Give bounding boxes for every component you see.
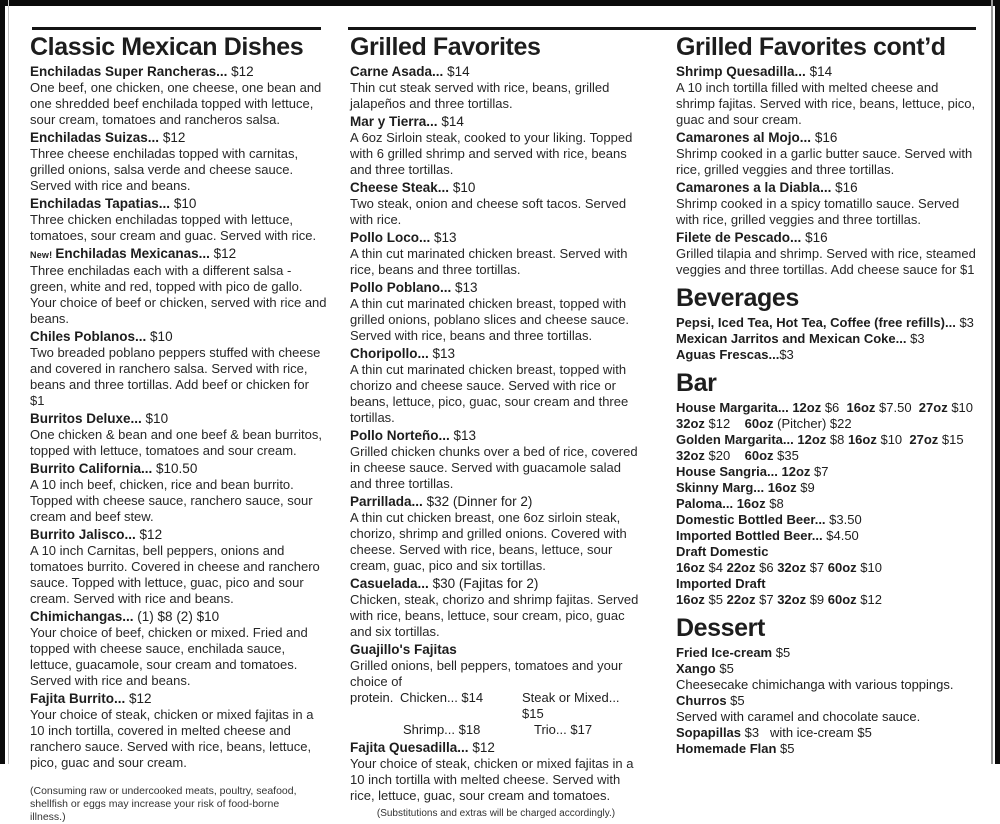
- item-name: Pollo Poblano...: [350, 280, 452, 295]
- item-name: Parrillada...: [350, 494, 423, 509]
- item-description: A 10 inch beef, chicken, rice and bean burrito. Topped with cheese sauce, ranchero sauce, sour cream and beef stew.: [30, 477, 313, 524]
- text-line: [676, 693, 978, 709]
- regular-text: $15: [941, 432, 964, 447]
- regular-text: $4.50: [826, 528, 859, 543]
- bold-text: Imported Bottled Beer...: [676, 528, 827, 543]
- text-line: [676, 645, 978, 661]
- bold-text: Sopapillas: [676, 725, 745, 740]
- item-price: $12: [129, 691, 152, 706]
- bold-text: 16oz: [846, 400, 880, 415]
- regular-text: $8: [769, 496, 784, 511]
- text-line: [676, 496, 978, 512]
- page-edge-line-right: [991, 0, 993, 764]
- item-description: Grilled onions, bell peppers, tomatoes and your choice of: [350, 658, 623, 689]
- item-price: $14: [441, 114, 464, 129]
- text-line: [676, 592, 978, 608]
- regular-text: $5: [857, 725, 872, 740]
- item-name: Camarones a la Diabla...: [676, 180, 832, 195]
- regular-text: $3: [910, 331, 925, 346]
- item-description: A 10 inch tortilla filled with melted cheese and shrimp fajitas. Served with rice, beans, lettuce, pico, guac and sour cream.: [676, 80, 976, 127]
- section-heading: Grilled Favorites cont’d: [676, 33, 946, 61]
- bold-text: Churros: [676, 693, 731, 708]
- regular-text: $6: [759, 560, 778, 575]
- item-name: Mar y Tierra...: [350, 114, 438, 129]
- bold-text: 16oz: [847, 432, 881, 447]
- menu-item: [350, 576, 642, 592]
- regular-text: $5: [780, 741, 795, 756]
- item-price: $12: [472, 740, 495, 755]
- regular-text: $7: [809, 560, 828, 575]
- menu-item: [676, 64, 978, 80]
- regular-text: $9: [809, 592, 828, 607]
- bold-text: Paloma...: [676, 496, 737, 511]
- regular-text: $3: [779, 347, 794, 362]
- menu-item: [676, 180, 978, 196]
- item-description: Grilled tilapia and shrimp. Served with rice, steamed veggies and three tortillas. Add cheese sauce for $1: [676, 246, 976, 277]
- item-price: $10: [150, 329, 173, 344]
- item-price: $16: [805, 230, 828, 245]
- item-description: Your choice of steak, chicken or mixed fajitas in a 10 inch tortilla with melted cheese. Served with rice, lettuce, guac, sour cream and tomatoes.: [350, 756, 634, 803]
- text-line: [676, 560, 978, 576]
- text-line: [676, 331, 978, 347]
- menu-item: [30, 246, 327, 263]
- regular-text: Cheesecake chimichanga with various toppings.: [676, 677, 954, 692]
- regular-text: $5: [708, 592, 727, 607]
- item-name: Carne Asada...: [350, 64, 444, 79]
- item-name: Casuelada...: [350, 576, 429, 591]
- menu-item: [30, 130, 327, 146]
- text-line: [676, 544, 978, 560]
- item-price: $10: [145, 411, 169, 426]
- regular-text: $7: [759, 592, 778, 607]
- item-description: Chicken, steak, chorizo and shrimp fajitas. Served with rice, beans, lettuce, sour cream, pico, guac and six tortillas.: [350, 592, 639, 639]
- bold-text: 32oz: [676, 416, 709, 431]
- item-name: Choripollo...: [350, 346, 429, 361]
- price-cell: Shrimp... $18: [403, 722, 481, 737]
- item-price: $13: [432, 346, 456, 361]
- page-edge-line-left: [8, 0, 9, 764]
- bold-text: Domestic Bottled Beer...: [676, 512, 830, 527]
- menu-item: [350, 230, 642, 246]
- bold-text: 27oz: [909, 432, 942, 447]
- bold-text: House Margarita...: [676, 400, 793, 415]
- item-price: $13: [453, 428, 477, 443]
- regular-text: (Pitcher) $22: [777, 416, 852, 431]
- menu-item: [350, 280, 642, 296]
- item-name: Burrito Jalisco...: [30, 527, 136, 542]
- item-description: Shrimp cooked in a garlic butter sauce. Served with rice, grilled veggies and three tortillas.: [676, 146, 973, 177]
- item-price: $16: [835, 180, 858, 195]
- item-price: $12: [231, 64, 254, 79]
- regular-text: $12: [708, 416, 745, 431]
- photo-edge-left: [0, 0, 5, 764]
- regular-text: $7: [814, 464, 829, 479]
- menu-item: [350, 428, 642, 444]
- bold-text: 32oz: [777, 560, 810, 575]
- price-cell: Chicken... $14: [400, 690, 484, 705]
- disclaimer-note: (Consuming raw or undercooked meats, poultry, seafood, shellfish or eggs may increase your risk of food-borne illness.): [30, 785, 297, 823]
- item-description: Your choice of beef, chicken or mixed. Fried and topped with cheese sauce, enchilada sauce, lettuce, guacamole, sour cream and tomatoes. Served with rice and beans.: [30, 625, 308, 688]
- bold-text: 12oz: [792, 400, 825, 415]
- bold-text: 27oz: [918, 400, 952, 415]
- item-price: $14: [447, 64, 470, 79]
- bold-text: 60oz: [827, 592, 861, 607]
- item-description: Three cheese enchiladas topped with carnitas, grilled onions, salsa verde and cheese sauce. Served with rice and beans.: [30, 146, 299, 193]
- regular-text: $5: [719, 661, 734, 676]
- item-description: One chicken & bean and one beef & bean burritos, topped with lettuce, tomatoes and sour cream.: [30, 427, 322, 458]
- item-price: $13: [434, 230, 457, 245]
- menu-item: [30, 64, 327, 80]
- text-line: [676, 432, 978, 448]
- bold-text: 16oz: [767, 480, 801, 495]
- item-name: Chiles Poblanos...: [30, 329, 147, 344]
- regular-text: $6: [824, 400, 847, 415]
- item-price: $16: [814, 130, 838, 145]
- section-heading: Beverages: [676, 284, 799, 312]
- item-price: $30 (Fajitas for 2): [432, 576, 539, 591]
- bold-text: 16oz: [676, 592, 709, 607]
- item-name: Fajita Burrito...: [30, 691, 126, 706]
- regular-text: $10: [860, 560, 882, 575]
- item-name: Guajillo's Fajitas: [350, 642, 457, 657]
- bold-text: 12oz: [797, 432, 830, 447]
- menu-item: [30, 691, 327, 707]
- divider-rule-column1: [32, 27, 321, 30]
- item-description: Shrimp cooked in a spicy tomatillo sauce. Served with rice, grilled veggies and three tortillas.: [676, 196, 960, 227]
- bold-text: House Sangria...: [676, 464, 782, 479]
- bold-text: 22oz: [726, 560, 760, 575]
- bold-text: Aguas Frescas...: [676, 347, 780, 362]
- menu-item: [30, 609, 327, 625]
- menu-item: [350, 494, 642, 510]
- item-name: Chimichangas...: [30, 609, 134, 624]
- menu-item: [676, 230, 978, 246]
- regular-text: Served with caramel and chocolate sauce.: [676, 709, 921, 724]
- text-line: [676, 480, 978, 496]
- item-name: Enchiladas Tapatias...: [30, 196, 171, 211]
- item-price: $13: [455, 280, 478, 295]
- regular-text: $5: [730, 693, 745, 708]
- regular-text: $9: [800, 480, 815, 495]
- regular-text: $3: [959, 315, 974, 330]
- item-price: $12: [139, 527, 163, 542]
- item-price: $10: [173, 196, 197, 211]
- bold-text: 22oz: [726, 592, 760, 607]
- item-name: Enchiladas Suizas...: [30, 130, 160, 145]
- item-name: Camarones al Mojo...: [676, 130, 812, 145]
- text-line: [676, 315, 978, 331]
- photo-edge-top: [0, 0, 1000, 6]
- item-description: Three enchiladas each with a different salsa - green, white and red, topped with pico de gallo. Your choice of beef or chicken, served with rice and beans.: [30, 263, 327, 326]
- bold-text: Draft Domestic: [676, 544, 769, 559]
- fajitas-price-grid: [350, 690, 642, 738]
- item-description: A 6oz Sirloin steak, cooked to your liking. Topped with 6 grilled shrimp and served with rice, beans and three tortillas.: [350, 130, 633, 177]
- menu-item: [676, 130, 978, 146]
- text-line: [676, 741, 978, 757]
- item-description: A thin cut marinated chicken breast, topped with chorizo and cheese sauce. Served with rice or beans, lettuce, pico, guac, sour cream and three tortillas.: [350, 362, 629, 425]
- item-name: Burrito California...: [30, 461, 153, 476]
- price-row: [350, 722, 642, 738]
- section-heading: Bar: [676, 369, 717, 397]
- item-name: Pollo Norteño...: [350, 428, 450, 443]
- item-name: Fajita Quesadilla...: [350, 740, 469, 755]
- regular-text: $10: [951, 400, 974, 415]
- regular-text: $8: [829, 432, 848, 447]
- price-cell: [350, 722, 400, 738]
- item-name: Burritos Deluxe...: [30, 411, 142, 426]
- bold-text: 60oz: [744, 416, 778, 431]
- price-cell: protein.: [350, 690, 394, 705]
- bold-text: Homemade Flan: [676, 741, 781, 756]
- regular-text: $4: [708, 560, 727, 575]
- menu-item: [350, 346, 642, 362]
- menu-item: [350, 64, 642, 80]
- menu-item: [30, 411, 327, 427]
- regular-text: $7.50: [879, 400, 919, 415]
- item-price: (1) $8 (2) $10: [137, 609, 220, 624]
- divider-rule-columns2-3: [348, 27, 976, 30]
- regular-text: $12: [860, 592, 882, 607]
- regular-text: $3: [744, 725, 760, 740]
- bold-text: Mexican Jarritos and Mexican Coke...: [676, 331, 911, 346]
- text-line: [676, 725, 978, 741]
- price-cell: Steak or Mixed... $15: [522, 690, 620, 721]
- column-classic-mexican-dishes: [30, 33, 327, 824]
- regular-text: $35: [777, 448, 799, 463]
- item-name: Cheese Steak...: [350, 180, 450, 195]
- bold-text: 32oz: [777, 592, 810, 607]
- text-line: [676, 464, 978, 480]
- item-price: $12: [162, 130, 186, 145]
- menu-item: [350, 114, 642, 130]
- item-description: A 10 inch Carnitas, bell peppers, onions and tomatoes burrito. Covered in cheese and ranchero sauce. Topped with lettuce, guac, pico and sour cream. Served with rice and beans.: [30, 543, 320, 606]
- item-description: A thin cut marinated chicken breast, topped with grilled onions, poblano slices and cheese sauce. Served with rice, beans and three tortillas.: [350, 296, 629, 343]
- section-heading: Dessert: [676, 614, 765, 642]
- price-row: [350, 690, 642, 722]
- item-price: $10: [452, 180, 476, 195]
- text-line: [676, 400, 978, 416]
- disclaimer-note: (Substitutions and extras will be charged accordingly.): [376, 808, 616, 819]
- item-description: Two steak, onion and cheese soft tacos. Served with rice.: [350, 196, 627, 227]
- bold-text: Fried Ice-cream: [676, 645, 776, 660]
- regular-text: $3.50: [829, 512, 862, 527]
- menu-item: [30, 196, 327, 212]
- text-line: [676, 661, 978, 677]
- text-line: [676, 576, 978, 592]
- price-cell: Trio... $17: [534, 722, 593, 737]
- text-line: [676, 448, 978, 464]
- text-line: [676, 528, 978, 544]
- text-line: [676, 416, 978, 432]
- text-line: [676, 709, 978, 725]
- item-name: Enchiladas Super Rancheras...: [30, 64, 228, 79]
- item-description: One beef, one chicken, one cheese, one bean and one shredded beef enchilada topped with lettuce, sour cream, tomatoes and rancheros salsa.: [30, 80, 322, 127]
- item-description: Grilled chicken chunks over a bed of rice, covered in cheese sauce. Served with guacamole salad and three tortillas.: [350, 444, 638, 491]
- bold-text: 12oz: [781, 464, 814, 479]
- menu-item: [30, 461, 327, 477]
- bold-text: 16oz: [736, 496, 770, 511]
- item-name: Shrimp Quesadilla...: [676, 64, 806, 79]
- item-name: Filete de Pescado...: [676, 230, 802, 245]
- item-description: A thin cut chicken breast, one 6oz sirloin steak, chorizo, shrimp and grilled onions. Covered with cheese. Served with rice, beans, lettuce, sour cream, guac, pico and six tortillas.: [350, 510, 627, 573]
- item-name: Enchiladas Mexicanas...: [55, 246, 210, 261]
- menu-item: [350, 180, 642, 196]
- item-description: Your choice of steak, chicken or mixed fajitas in a 10 inch tortilla, covered in melted cheese and ranchero sauce. Served with rice, beans, lettuce, pico, guac and sour cream.: [30, 707, 314, 770]
- section-heading: Classic Mexican Dishes: [30, 33, 304, 61]
- menu-item: [30, 329, 327, 345]
- regular-text: $5: [775, 645, 791, 660]
- bold-text: Xango: [676, 661, 720, 676]
- item-name: Pollo Loco...: [350, 230, 431, 245]
- item-price: $12: [213, 246, 237, 261]
- menu-item: [30, 527, 327, 543]
- column-grilled-favorites: [350, 33, 642, 820]
- bold-text: Golden Margarita...: [676, 432, 798, 447]
- item-price: $32 (Dinner for 2): [426, 494, 533, 509]
- bold-text: Imported Draft: [676, 576, 766, 591]
- item-price: $14: [809, 64, 833, 79]
- menu-item: [350, 642, 642, 658]
- regular-text: $10: [880, 432, 910, 447]
- bold-text: 60oz: [744, 448, 778, 463]
- item-description: A thin cut marinated chicken breast. Served with rice, beans and three tortillas.: [350, 246, 628, 277]
- column-grilled-favorites-contd: [676, 33, 978, 757]
- bold-text: 32oz: [676, 448, 709, 463]
- bold-text: Skinny Marg...: [676, 480, 768, 495]
- item-description: Two breaded poblano peppers stuffed with cheese and covered in ranchero salsa. Served with rice, beans and three tortillas. Add beef or chicken for $1: [30, 345, 321, 408]
- text-line: [676, 677, 978, 693]
- new-badge: New!: [30, 250, 53, 260]
- text-line: [676, 512, 978, 528]
- item-description: Thin cut steak served with rice, beans, grilled jalapeños and three tortillas.: [350, 80, 610, 111]
- text-line: [676, 347, 978, 363]
- regular-text: $20: [708, 448, 745, 463]
- bold-text: 16oz: [676, 560, 709, 575]
- bold-text: Pepsi, Iced Tea, Hot Tea, Coffee (free refills)...: [676, 315, 960, 330]
- photo-edge-right: [995, 0, 1000, 764]
- regular-text: with ice-cream: [759, 725, 858, 740]
- section-heading: Grilled Favorites: [350, 33, 541, 61]
- item-description: Three chicken enchiladas topped with lettuce, tomatoes, sour cream and guac. Served with rice.: [30, 212, 317, 243]
- item-price: $10.50: [156, 461, 198, 476]
- menu-item: [350, 740, 642, 756]
- bold-text: 60oz: [827, 560, 861, 575]
